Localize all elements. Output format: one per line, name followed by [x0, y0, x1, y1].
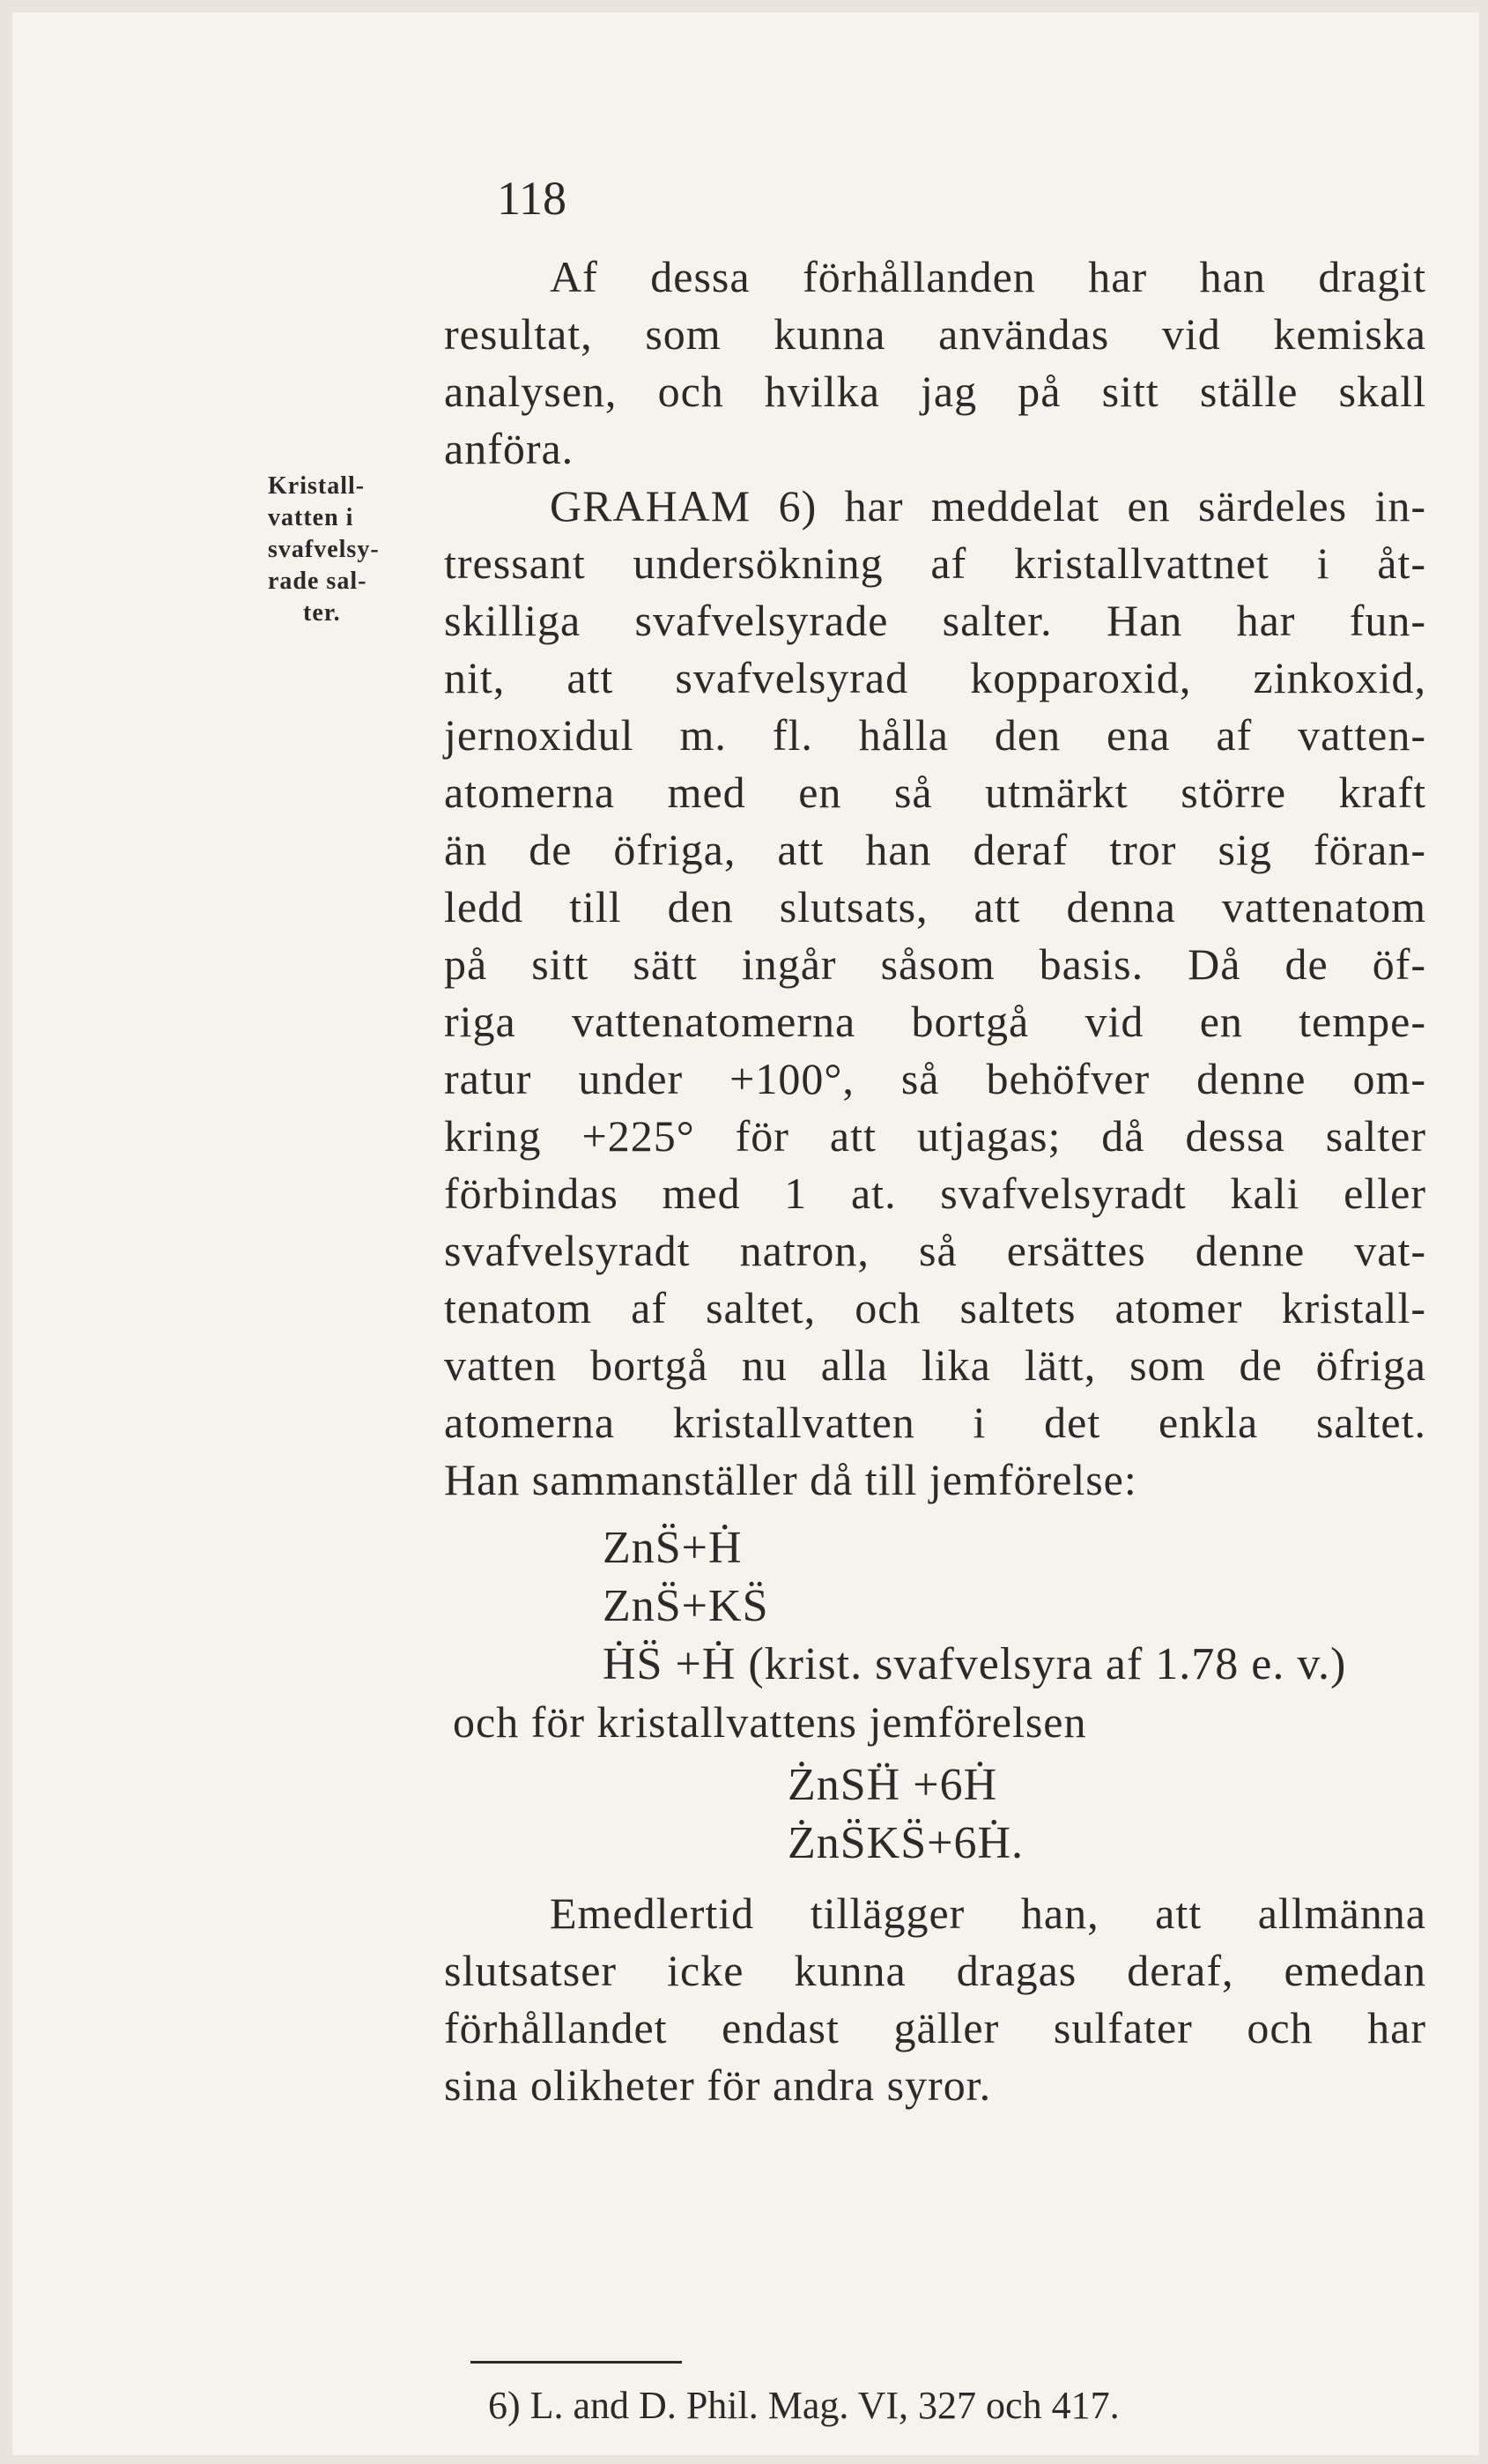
text-line: analysen, och hvilka jag på sitt ställe skall: [444, 367, 1426, 416]
text-line: kring +225° för att utjagas; då dessa salter: [444, 1111, 1426, 1161]
text-line: nit, att svafvelsyrad kopparoxid, zinkoxid,: [444, 653, 1426, 702]
text-line: Emedlertid tillägger han, att allmänna: [550, 1889, 1426, 1938]
margin-note-line: ter.: [303, 599, 341, 627]
text-line: anföra.: [444, 424, 574, 473]
text-line: jernoxidul m. fl. hålla den ena af vatten-: [444, 710, 1426, 760]
text-line: sina olikheter för andra syror.: [444, 2060, 992, 2110]
main-text: [444, 249, 1426, 2114]
text-line: atomerna kristallvatten i det enkla saltet.: [444, 1398, 1426, 1447]
text-line: skilliga svafvelsyrade salter. Han har fun-: [444, 596, 1426, 645]
book-page: [12, 12, 1479, 2455]
footnote: 6) L. and D. Phil. Mag. VI, 327 och 417.: [488, 2384, 1120, 2427]
formula: ZnS̈+KS̈: [603, 1581, 769, 1631]
text-line: riga vattenatomerna bortgå vid en tempe-: [444, 997, 1426, 1046]
text-line: förbindas med 1 at. svafvelsyradt kali eller: [444, 1169, 1426, 1218]
text-line: tenatom af saltet, och saltets atomer kristall-: [444, 1283, 1426, 1332]
margin-note-line: svafvelsy-: [268, 536, 380, 563]
text-line: atomerna med en så utmärkt större kraft: [444, 768, 1426, 817]
text-line: Af dessa förhållanden har han dragit: [550, 252, 1426, 301]
margin-note: [268, 471, 444, 629]
text-line: och för kristallvattens jemförelsen: [453, 1697, 1087, 1747]
text-line: än de öfriga, att han deraf tror sig föran-: [444, 825, 1426, 874]
text-line: tressant undersökning af kristallvattnet i åt-: [444, 538, 1426, 588]
text-line: ledd till den slutsats, att denna vattenatom: [444, 882, 1426, 931]
text-line: förhållandet endast gäller sulfater och har: [444, 2003, 1426, 2052]
formula: ZnS̈+Ḣ: [603, 1523, 743, 1573]
formula: ŻnS̈KS̈+6Ḣ.: [788, 1818, 1025, 1868]
formula: ḢS̈ +Ḣ (krist. svafvelsyra af 1.78 e. v.): [603, 1639, 1347, 1689]
margin-note-line: vatten i: [268, 504, 354, 531]
text-line: svafvelsyradt natron, så ersättes denne vat-: [444, 1226, 1426, 1275]
text-line: vatten bortgå nu alla lika lätt, som de öfriga: [444, 1340, 1426, 1390]
text-line: på sitt sätt ingår såsom basis. Då de öf-: [444, 939, 1426, 989]
footnote-rule: [470, 2361, 682, 2364]
margin-note-line: rade sal-: [268, 568, 367, 595]
text-line: Han sammanställer då till jemförelse:: [444, 1455, 1137, 1504]
page-number: 118: [497, 172, 566, 225]
margin-note-line: Kristall-: [268, 472, 366, 500]
text-line: resultat, som kunna användas vid kemiska: [444, 309, 1426, 359]
text-line: slutsatser icke kunna dragas deraf, emedan: [444, 1946, 1426, 1995]
formula: ŻnSḦ +6Ḣ: [788, 1760, 998, 1810]
text-line: ratur under +100°, så behöfver denne om-: [444, 1054, 1426, 1103]
text-line: GRAHAM 6) har meddelat en särdeles in-: [550, 481, 1426, 531]
